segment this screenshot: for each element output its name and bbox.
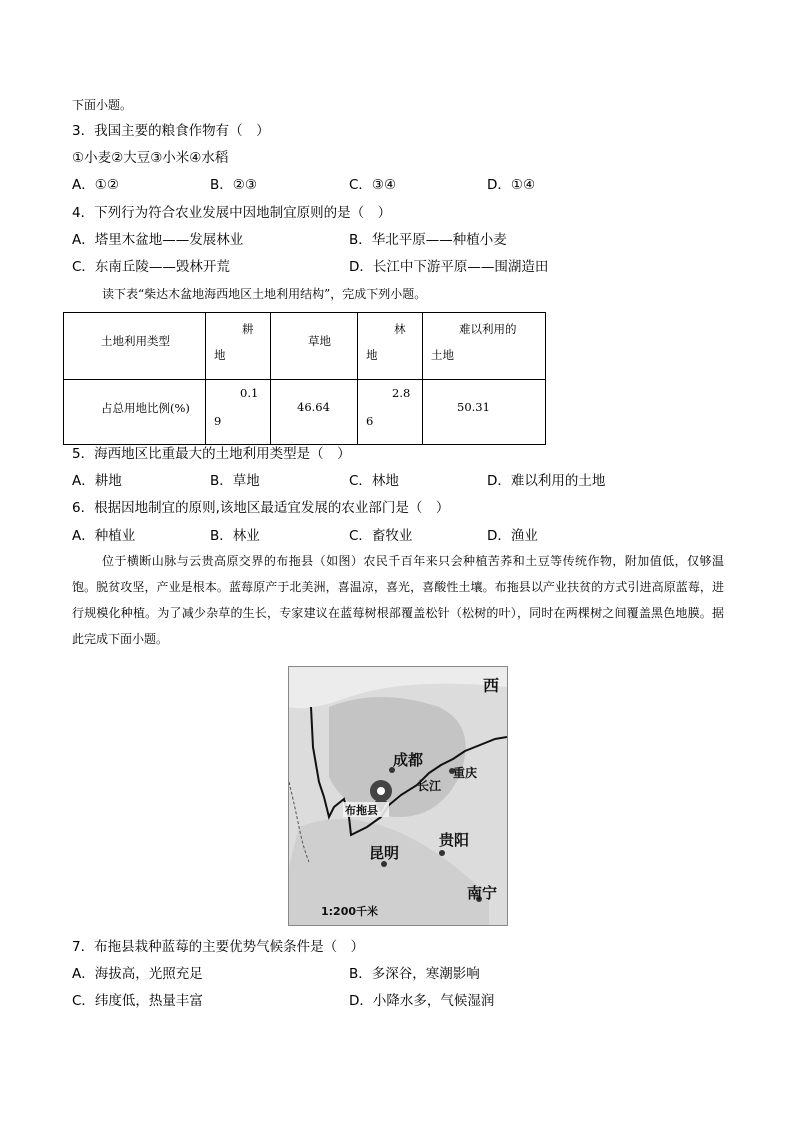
- q5-option-c[interactable]: C．林地: [349, 473, 399, 489]
- farmland-value-2: 9: [214, 414, 222, 428]
- q3-items: ①小麦②大豆③小米④水稻: [72, 150, 229, 166]
- q4-option-c[interactable]: C．东南丘陵——毁林开荒: [72, 259, 230, 275]
- butuo-marker-center: [377, 787, 385, 795]
- map-label-nanning: 南宁: [467, 884, 498, 902]
- header-unusable-cell: [423, 313, 546, 380]
- row-label: 占总用地比例(%): [101, 401, 190, 415]
- q4-option-b[interactable]: B．华北平原——种植小麦: [349, 232, 507, 248]
- q3-option-c[interactable]: C．③④: [349, 177, 397, 193]
- q7-option-b[interactable]: B．多深谷，寒潮影响: [349, 966, 480, 982]
- header-farmland-cell: [206, 313, 271, 380]
- farmland-value-cell: [206, 380, 271, 445]
- map-label-guiyang: 贵阳: [439, 831, 470, 849]
- header-type: 土地利用类型: [101, 334, 170, 348]
- unusable-value: 50.31: [457, 400, 490, 414]
- location-map: [288, 666, 508, 926]
- q3-option-d[interactable]: D．①④: [487, 177, 536, 193]
- q5-option-a[interactable]: A．耕地: [72, 473, 122, 489]
- table-intro: 读下表“柴达木盆地海西地区土地利用结构”，完成下列小题。: [102, 287, 427, 301]
- guiyang-dot: [439, 850, 445, 856]
- q6-option-d[interactable]: D．渔业: [487, 528, 538, 544]
- header-farmland-1: 耕: [242, 322, 254, 336]
- q7-option-a[interactable]: A．海拔高，光照充足: [72, 966, 203, 982]
- q7-option-d[interactable]: D．小降水多，气候湿润: [349, 993, 495, 1009]
- q3-stem: 3．我国主要的粮食作物有（ ）: [72, 123, 270, 139]
- header-grassland: 草地: [308, 334, 331, 348]
- forest-value-2: 6: [366, 414, 374, 428]
- header-grassland-cell: [271, 313, 358, 380]
- passage: 位于横断山脉与云贵高原交界的布拖县（如图）农民千百年来只会种植苦荞和土豆等传统作物，附加值低，仅够温饱。脱贫攻坚，产业是根本。蓝莓原产于北美洲，喜温凉，喜光，喜酸性土壤。布拖县以产业扶贫的方式引进高原蓝莓，进行规模化种植。为了减少杂草的生长，专家建议在蓝莓树根部覆盖松针（松树的叶），同时在两棵树之间覆盖黑色地膜。据此完成下面小题。: [72, 554, 724, 646]
- q4-option-a[interactable]: A．塔里木盆地——发展林业: [72, 232, 244, 248]
- q6-stem: 6．根据因地制宜的原则,该地区最适宜发展的农业部门是（ ）: [72, 500, 450, 516]
- q5-option-b[interactable]: B．草地: [210, 473, 260, 489]
- q5-stem: 5．海西地区比重最大的土地利用类型是（ ）: [72, 446, 351, 462]
- map-label-chongqing: 重庆: [453, 766, 478, 780]
- q6-option-a[interactable]: A．种植业: [72, 528, 136, 544]
- q6-option-c[interactable]: C．畜牧业: [349, 528, 413, 544]
- header-unusable-1: 难以利用的: [459, 322, 517, 336]
- q4-stem: 4．下列行为符合农业发展中因地制宜原则的是（ ）: [72, 205, 392, 221]
- forest-value-1: 2.8: [392, 386, 411, 400]
- q3-option-a[interactable]: A．①②: [72, 177, 119, 193]
- forest-value-cell: [358, 380, 423, 445]
- q7-stem: 7．布拖县栽种蓝莓的主要优势气候条件是（ ）: [72, 939, 365, 955]
- q7-option-c[interactable]: C．纬度低，热量丰富: [72, 993, 203, 1009]
- farmland-value-1: 0.1: [240, 386, 259, 400]
- grassland-value: 46.64: [297, 400, 330, 414]
- q5-option-d[interactable]: D．难以利用的土地: [487, 473, 606, 489]
- intro-tail: 下面小题。: [72, 98, 133, 112]
- header-farmland-2: 地: [214, 348, 226, 362]
- row-label-cell: [64, 380, 206, 445]
- map-label-west: 西: [483, 676, 500, 695]
- header-forest-2: 地: [366, 348, 378, 362]
- q3-option-b[interactable]: B．②③: [210, 177, 257, 193]
- q4-option-d[interactable]: D．长江中下游平原——围湖造田: [349, 259, 549, 275]
- land-use-table: [63, 312, 546, 445]
- map-label-chengdu: 成都: [393, 751, 424, 769]
- map-label-butuo: 布拖县: [345, 804, 378, 817]
- header-unusable-2: 土地: [431, 348, 454, 362]
- header-forest-cell: [358, 313, 423, 380]
- map-label-changjiang: 长江: [417, 779, 442, 793]
- header-forest-1: 林: [394, 322, 406, 336]
- q6-option-b[interactable]: B．林业: [210, 528, 260, 544]
- map-label-kunming: 昆明: [369, 844, 400, 862]
- grassland-value-cell: [271, 380, 358, 445]
- header-type-cell: [64, 313, 206, 380]
- map-scale: 1:200千米: [321, 905, 379, 918]
- unusable-value-cell: [423, 380, 546, 445]
